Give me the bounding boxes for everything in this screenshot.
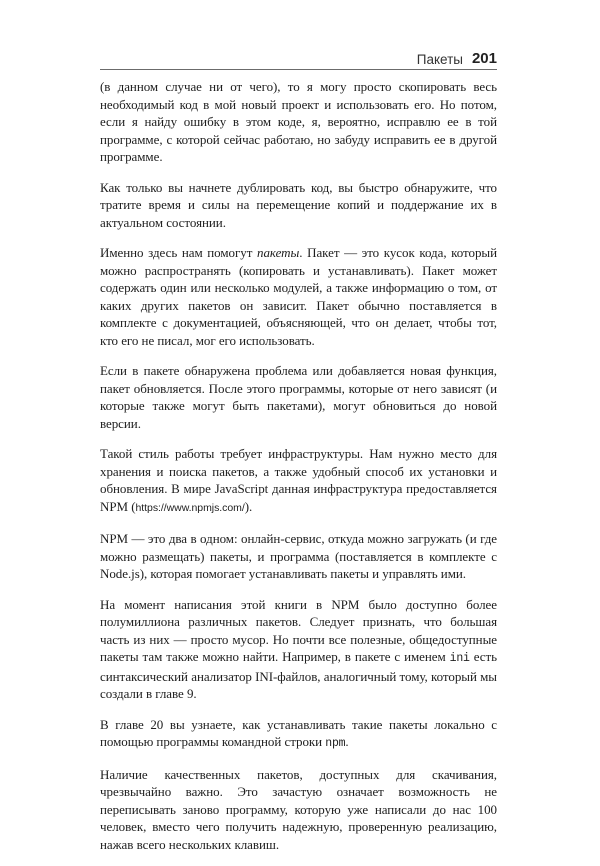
term-packages: пакеты	[257, 245, 300, 260]
code-ini: ini	[449, 652, 470, 665]
paragraph-9: Наличие качественных пакетов, доступных для скачивания, чрезвычайно важно. Это зачастую означает возможность не переписывать заново программу, которую уже написали до нас 100 человек, вместо чего получить надежную, проверенную реализацию, нажав всего нескольких клавиш.	[100, 766, 497, 852]
paragraph-3-text-end: . Пакет — это кусок кода, который можно распространять (копировать и устанавливать). Пакет может содержать один или несколько модулей, а также информацию о том, от каких других пакетов он зависит. Пакет обычно поставляется в комплекте с документацией, объясняющей, что он делает, чтобы тот, кто его не писал, мог его использовать.	[100, 245, 497, 348]
paragraph-5-text-end: ).	[244, 498, 253, 514]
paragraph-4: Если в пакете обнаружена проблема или добавляется новая функция, пакет обновляется. После этого программы, которые от него зависят (и которые также могут быть пакетами), могут обновиться до новой версии.	[100, 363, 497, 431]
paragraph-5	[100, 445, 497, 517]
paragraph-1: (в данном случае ни от чего), то я могу просто скопировать весь необходимый код в мой новый проект и использовать его. Но потом, если я найду ошибку в этом коде, я, вероятно, исправлю ее в той программе, с которой сейчас работаю, но забуду исправить ее в другой программе.	[100, 79, 497, 164]
paragraph-8-text-end: .	[345, 734, 349, 749]
chapter-title: Пакеты	[416, 51, 463, 67]
paragraph-7-text-end: есть синтаксический анализатор INI-файлов, аналогичный тому, который мы создали в главе 9.	[100, 649, 497, 701]
paragraph-7	[100, 596, 497, 703]
page-body	[100, 78, 497, 866]
paragraph-3-text-start: Именно здесь нам помогут	[100, 245, 258, 260]
paragraph-7-text-start: На момент написания этой книги в NPM было доступно более полумиллиона различных пакетов. Следует признать, что большая часть из них — просто мусор. Но почти все полезные, общедоступные пакеты там также можно найти. Например, в пакете с именем	[100, 596, 497, 664]
code-npm: npm	[325, 737, 346, 750]
paragraph-3	[100, 244, 497, 349]
paragraph-6: NPM — это два в одном: онлайн-сервис, откуда можно загружать (и где можно размещать) пакеты, и программа (поставляется в комплекте с Node.js), которая помогает устанавливать пакеты и управлять ими.	[100, 531, 497, 581]
npm-url-link[interactable]: https://www.npmjs.com/	[135, 501, 245, 514]
running-header	[100, 44, 497, 66]
paragraph-8	[100, 716, 497, 753]
paragraph-2: Как только вы начнете дублировать код, вы быстро обнаружите, что тратите время и силы на перемещение копий и поддержание их в актуальном состоянии.	[100, 179, 497, 230]
paragraph-5-text-start: Такой стиль работы требует инфраструктуры. Нам нужно место для хранения и поиска пакетов, а также удобный способ их установки и обновления. В мире JavaScript данная инфраструктура предоставляется NPM (	[100, 446, 497, 514]
header-rule	[100, 69, 497, 70]
paragraph-8-text-start: В главе 20 вы узнаете, как устанавливать такие пакеты локально с помощью программы командной строки	[100, 716, 497, 749]
page-number: 201	[471, 50, 497, 67]
